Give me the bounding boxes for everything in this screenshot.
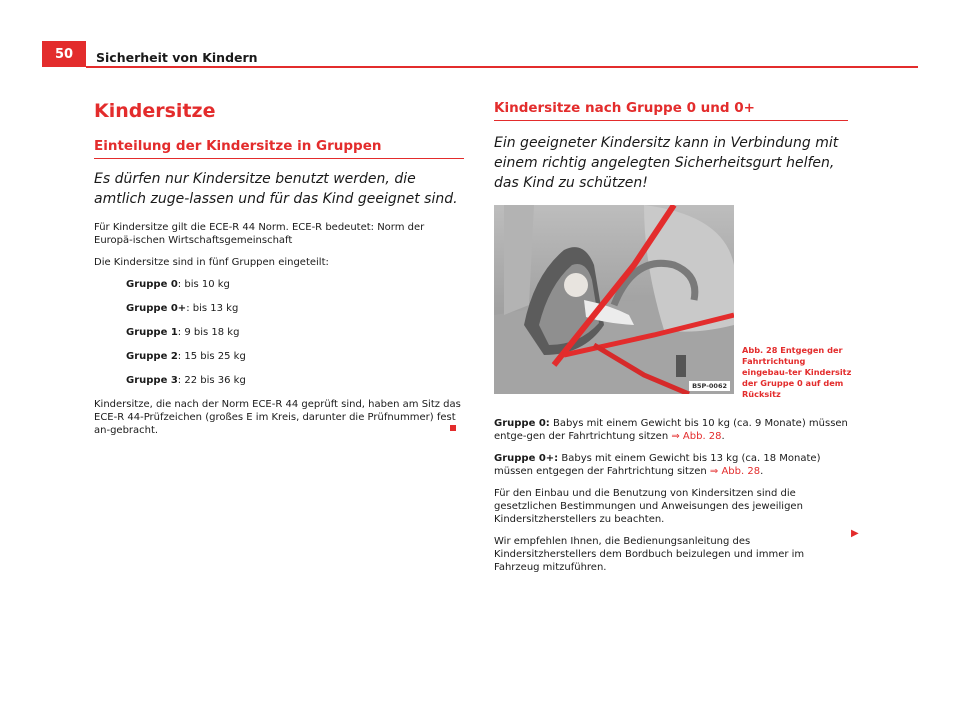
group0-label: Gruppe 0: [494,418,550,429]
chapter-title: Sicherheit von Kindern [96,50,258,65]
group-item-0plus [126,302,464,315]
group-item-3 [126,374,464,387]
paragraph-recommendation: Wir empfehlen Ihnen, die Bedienungsanleitung des Kindersitzherstellers dem Bordbuch beizulegen und immer im Fahrzeug mitzuführen. [494,536,805,573]
group0plus-end: . [760,466,764,477]
paragraph-groups-intro: Die Kindersitze sind in fünf Gruppen eingeteilt: [94,257,329,268]
left-column [94,96,464,446]
group-value: : 22 bis 36 kg [177,375,246,386]
group-value: : bis 10 kg [177,279,230,290]
figure-28 [494,205,852,405]
group-value: : 9 bis 18 kg [177,327,240,338]
group-item-2 [126,350,464,363]
page-number: 50 [42,41,86,67]
group0plus-text: Babys mit einem Gewicht bis 13 kg (ca. 18 Monate) müssen entgegen der Fahrtrichtung sitzen [494,453,821,477]
child-seat-image [494,205,734,394]
paragraph-group0plus [494,452,848,478]
figure-link-28[interactable]: ⇒ Abb. 28 [709,466,761,477]
group-label: Gruppe 1 [126,327,178,338]
header-rule [86,66,918,68]
group-label: Gruppe 3 [126,375,178,386]
group0-end: . [721,431,725,442]
group-label: Gruppe 2 [126,351,178,362]
figure-caption: Abb. 28 Entgegen der Fahrtrichtung eingebau-ter Kindersitz der Gruppe 0 auf dem Rücksitz [742,345,852,399]
section-title-groups: Einteilung der Kindersitze in Gruppen [94,138,464,159]
group-label: Gruppe 0 [126,279,178,290]
group-value: : bis 13 kg [186,303,239,314]
group-item-0 [126,278,464,291]
intro-text-right: Ein geeigneter Kindersitz kann in Verbindung mit einem richtig angelegten Sicherheitsgurt helfen, das Kind zu schützen! [494,135,839,191]
group-item-1 [126,326,464,339]
main-title: Kindersitze [94,100,216,122]
group0plus-label: Gruppe 0+: [494,453,559,464]
paragraph-certification: Kindersitze, die nach der Norm ECE-R 44 geprüft sind, haben am Sitz das ECE-R 44-Prüfzeichen (großes E im Kreis, darunter die Prüfnummer) fest an-gebracht. [94,399,461,436]
figure-code: B5P-0062 [689,381,730,391]
right-column [494,96,852,583]
section-end-marker [450,425,456,431]
paragraph-regulations: Für den Einbau und die Benutzung von Kindersitzen sind die gesetzlichen Bestimmungen und Anweisungen des jeweiligen Kindersitzherstellers zu beachten. [494,488,803,525]
section-title-group0: Kindersitze nach Gruppe 0 und 0+ [494,100,848,121]
intro-text-left: Es dürfen nur Kindersitze benutzt werden, die amtlich zuge-lassen und für das Kind geeignet sind. [94,171,458,207]
figure-link-28[interactable]: ⇒ Abb. 28 [671,431,722,442]
group-value: : 15 bis 25 kg [177,351,246,362]
group-label: Gruppe 0+ [126,303,187,314]
child-seat-illustration [494,205,734,394]
group0-text: Babys mit einem Gewicht bis 10 kg (ca. 9 Monate) müssen entge-gen der Fahrtrichtung sitzen [494,418,848,442]
paragraph-group0 [494,417,848,443]
paragraph-norm: Für Kindersitze gilt die ECE-R 44 Norm. ECE-R bedeutet: Norm der Europä-ischen Wirtschaftsgemeinschaft [94,222,425,246]
continue-arrow-icon: ▶ [851,528,859,539]
